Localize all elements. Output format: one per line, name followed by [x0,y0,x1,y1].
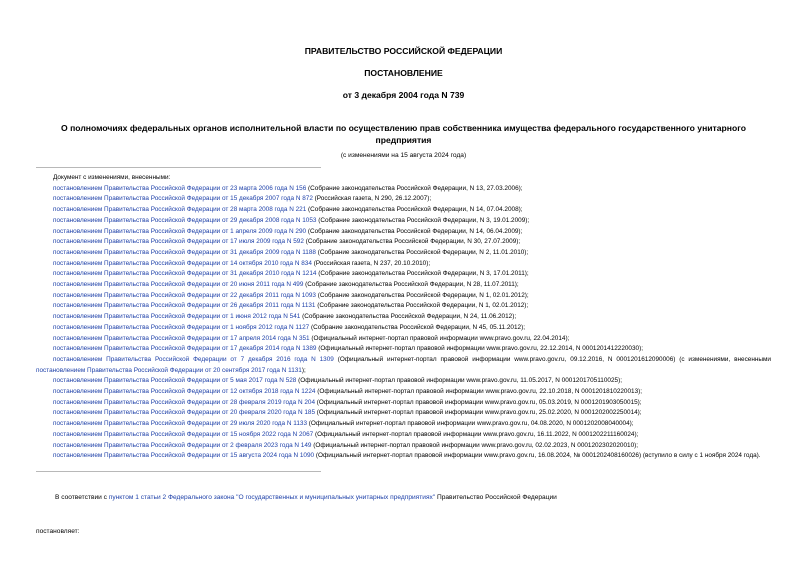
change-link[interactable]: постановлением Правительства Российской Федерации от 15 ноября 2022 года N 2067 [53,430,314,438]
change-link[interactable]: постановлением Правительства Российской Федерации от 23 марта 2006 года N 156 [53,184,307,192]
change-entry [36,194,771,205]
change-source: (Официальный интернет-портал правовой информации www.pravo.gov.ru, 25.02.2020, N 0001202002250014); [315,409,642,417]
changes-list [36,173,771,462]
preamble-paragraph [55,494,775,501]
bottom-divider [36,471,321,472]
change-entry [36,441,771,452]
change-entry [36,344,771,355]
document-type: ПОСТАНОВЛЕНИЕ [364,68,443,78]
change-source: (Собрание законодательства Российской Федерации, N 3, 19.01.2009); [316,216,530,224]
change-link[interactable]: постановлением Правительства Российской Федерации от 2 февраля 2023 года N 149 [53,441,312,449]
change-entry [36,398,771,409]
change-link[interactable]: постановлением Правительства Российской Федерации от 29 декабря 2008 года N 1053 [53,216,317,224]
change-source: (Собрание законодательства Российской Федерации, N 2, 11.01.2010); [315,248,529,256]
change-link[interactable]: постановлением Правительства Российской Федерации от 28 февраля 2019 года N 204 [53,398,316,406]
change-link[interactable]: постановлением Правительства Российской Федерации от 20 февраля 2020 года N 185 [53,409,316,417]
change-link[interactable]: постановлением Правительства Российской Федерации от 15 декабря 2007 года N 872 [53,195,313,203]
document-title: О полномочиях федеральных органов исполнительной власти по осуществлению прав собственника имущества федерального государственного унитарного предприятия [61,123,746,145]
change-entry [36,334,771,345]
change-entry [36,376,771,387]
postanovlyaet-text: постановляет: [36,528,80,535]
change-source: (Собрание законодательства Российской Федерации, N 45, 05.11.2012); [309,323,525,331]
change-source: (Собрание законодательства Российской Федерации, N 14, 07.04.2008); [306,206,523,214]
change-source: (Собрание законодательства Российской Федерации, N 1, 02.01.2012); [315,291,529,299]
change-link[interactable]: постановлением Правительства Российской Федерации от 17 апреля 2014 года N 351 [53,334,310,342]
change-link[interactable]: постановлением Правительства Российской Федерации от 1 июня 2012 года N 541 [53,313,301,321]
change-link[interactable]: постановлением Правительства Российской Федерации от 20 июня 2011 года N 499 [53,281,304,289]
document-date-number: от 3 декабря 2004 года N 739 [342,90,465,100]
change-source-tail: ); [301,366,306,374]
change-entry [36,237,771,248]
change-source: (Собрание законодательства Российской Федерации, N 14, 06.04.2009); [306,227,523,235]
change-entry [36,291,771,302]
change-link[interactable]: постановлением Правительства Российской Федерации от 31 декабря 2009 года N 1188 [53,248,316,256]
change-source: (Официальный интернет-портал правовой информации www.pravo.gov.ru, 16.08.2024, № 0001202408160026) (вступило в силу с 1 ноября 2024 года). [314,452,761,460]
preamble-suffix: Правительство Российской Федерации [435,494,557,501]
change-source: (Российская газета, N 237, 20.10.2010); [311,259,431,267]
change-source: (Официальный интернет-портал правовой информации www.pravo.gov.ru, 09.12.2016, N 0001201612090006) (с изменениями, внесенными [333,355,771,363]
change-entry [36,269,771,280]
change-entry [36,227,771,238]
change-source: (Официальный интернет-портал правовой информации www.pravo.gov.ru, 02.02.2023, N 0001202302020010); [311,441,639,449]
change-source: (Официальный интернет-портал правовой информации www.pravo.gov.ru, 22.12.2014, N 0001201412220030); [316,345,644,353]
change-entry [36,216,771,227]
change-entry-wrapped [36,355,771,376]
change-source: (Официальный интернет-портал правовой информации www.pravo.gov.ru, 05.03.2019, N 0001201903050015); [315,398,642,406]
change-source: (Российская газета, N 290, 26.12.2007); [312,195,432,203]
change-link[interactable]: постановлением Правительства Российской Федерации от 22 декабря 2011 года N 1093 [53,291,316,299]
top-divider [36,167,321,168]
change-link[interactable]: постановлением Правительства Российской Федерации от 20 сентября 2017 года N 1131 [36,366,302,374]
change-link[interactable]: постановлением Правительства Российской Федерации от 28 марта 2008 года N 221 [53,206,307,214]
change-entry [36,184,771,195]
change-source: (Собрание законодательства Российской Федерации, N 24, 11.06.2012); [300,313,517,321]
change-source: (Собрание законодательства Российской Федерации, N 13, 27.03.2006); [306,184,523,192]
change-link[interactable]: постановлением Правительства Российской Федерации от 12 октября 2018 года N 1224 [53,388,316,396]
change-source: (Собрание законодательства Российской Федерации, N 3, 17.01.2011); [316,270,529,278]
change-entry [36,387,771,398]
change-link[interactable]: постановлением Правительства Российской Федерации от 17 декабря 2014 года N 1389 [53,345,317,353]
change-link[interactable]: постановлением Правительства Российской Федерации от 5 мая 2017 года N 528 [53,377,297,385]
change-entry [36,259,771,270]
change-entry [36,248,771,259]
change-link[interactable]: постановлением Правительства Российской Федерации от 1 апреля 2009 года N 290 [53,227,307,235]
change-source: (Официальный интернет-портал правовой информации www.pravo.gov.ru, 22.10.2018, N 0001201810220013); [315,388,643,396]
change-entry [36,301,771,312]
federal-law-link[interactable]: пунктом 1 статьи 2 Федерального закона "О государственных и муниципальных унитарных предприятиях" [108,494,436,501]
change-entry [36,408,771,419]
government-title: ПРАВИТЕЛЬСТВО РОССИЙСКОЙ ФЕДЕРАЦИИ [304,46,503,56]
change-entry-last [36,451,771,462]
change-source: (Собрание законодательства Российской Федерации, N 30, 27.07.2009); [303,238,521,246]
change-entry [36,430,771,441]
change-link[interactable]: постановлением Правительства Российской Федерации от 29 июля 2020 года N 1133 [53,420,307,428]
change-link[interactable]: постановлением Правительства Российской Федерации от 31 декабря 2010 года N 1214 [53,270,317,278]
change-entry [36,323,771,334]
change-link[interactable]: постановлением Правительства Российской Федерации от 17 июля 2009 года N 592 [53,238,304,246]
preamble-prefix: В соответствии с [55,494,109,501]
change-entry [36,419,771,430]
change-source: (Официальный интернет-портал правовой информации www.pravo.gov.ru, 11.05.2017, N 0001201705110025); [296,377,622,385]
change-source: (Официальный интернет-портал правовой информации www.pravo.gov.ru, 22.04.2014); [309,334,570,342]
change-entry [36,312,771,323]
change-source: (Официальный интернет-портал правовой информации www.pravo.gov.ru, 16.11.2022, N 0001202211160024); [313,430,639,438]
change-link[interactable]: постановлением Правительства Российской Федерации от 26 декабря 2011 года N 1131 [53,302,316,310]
change-link[interactable]: постановлением Правительства Российской Федерации от 14 октября 2010 года N 834 [53,259,312,267]
change-link[interactable]: постановлением Правительства Российской Федерации от 1 ноября 2012 года N 1127 [53,323,310,331]
changes-header: Документ с изменениями, внесенными: [53,174,171,181]
change-source: (Официальный интернет-портал правовой информации www.pravo.gov.ru, 04.08.2020, N 0001202008040004); [307,420,634,428]
change-entry [36,280,771,291]
change-link[interactable]: постановлением Правительства Российской Федерации от 15 августа 2024 года N 1090 [53,452,315,460]
change-entry [36,205,771,216]
change-source: (Собрание законодательства Российской Федерации, N 28, 11.07.2011); [303,281,519,289]
change-link[interactable]: постановлением Правительства Российской Федерации от 7 декабря 2016 года N 1309 [53,355,334,363]
edition-note: (с изменениями на 15 августа 2024 года) [340,152,467,159]
change-source: (Собрание законодательства Российской Федерации, N 1, 02.01.2012); [315,302,529,310]
